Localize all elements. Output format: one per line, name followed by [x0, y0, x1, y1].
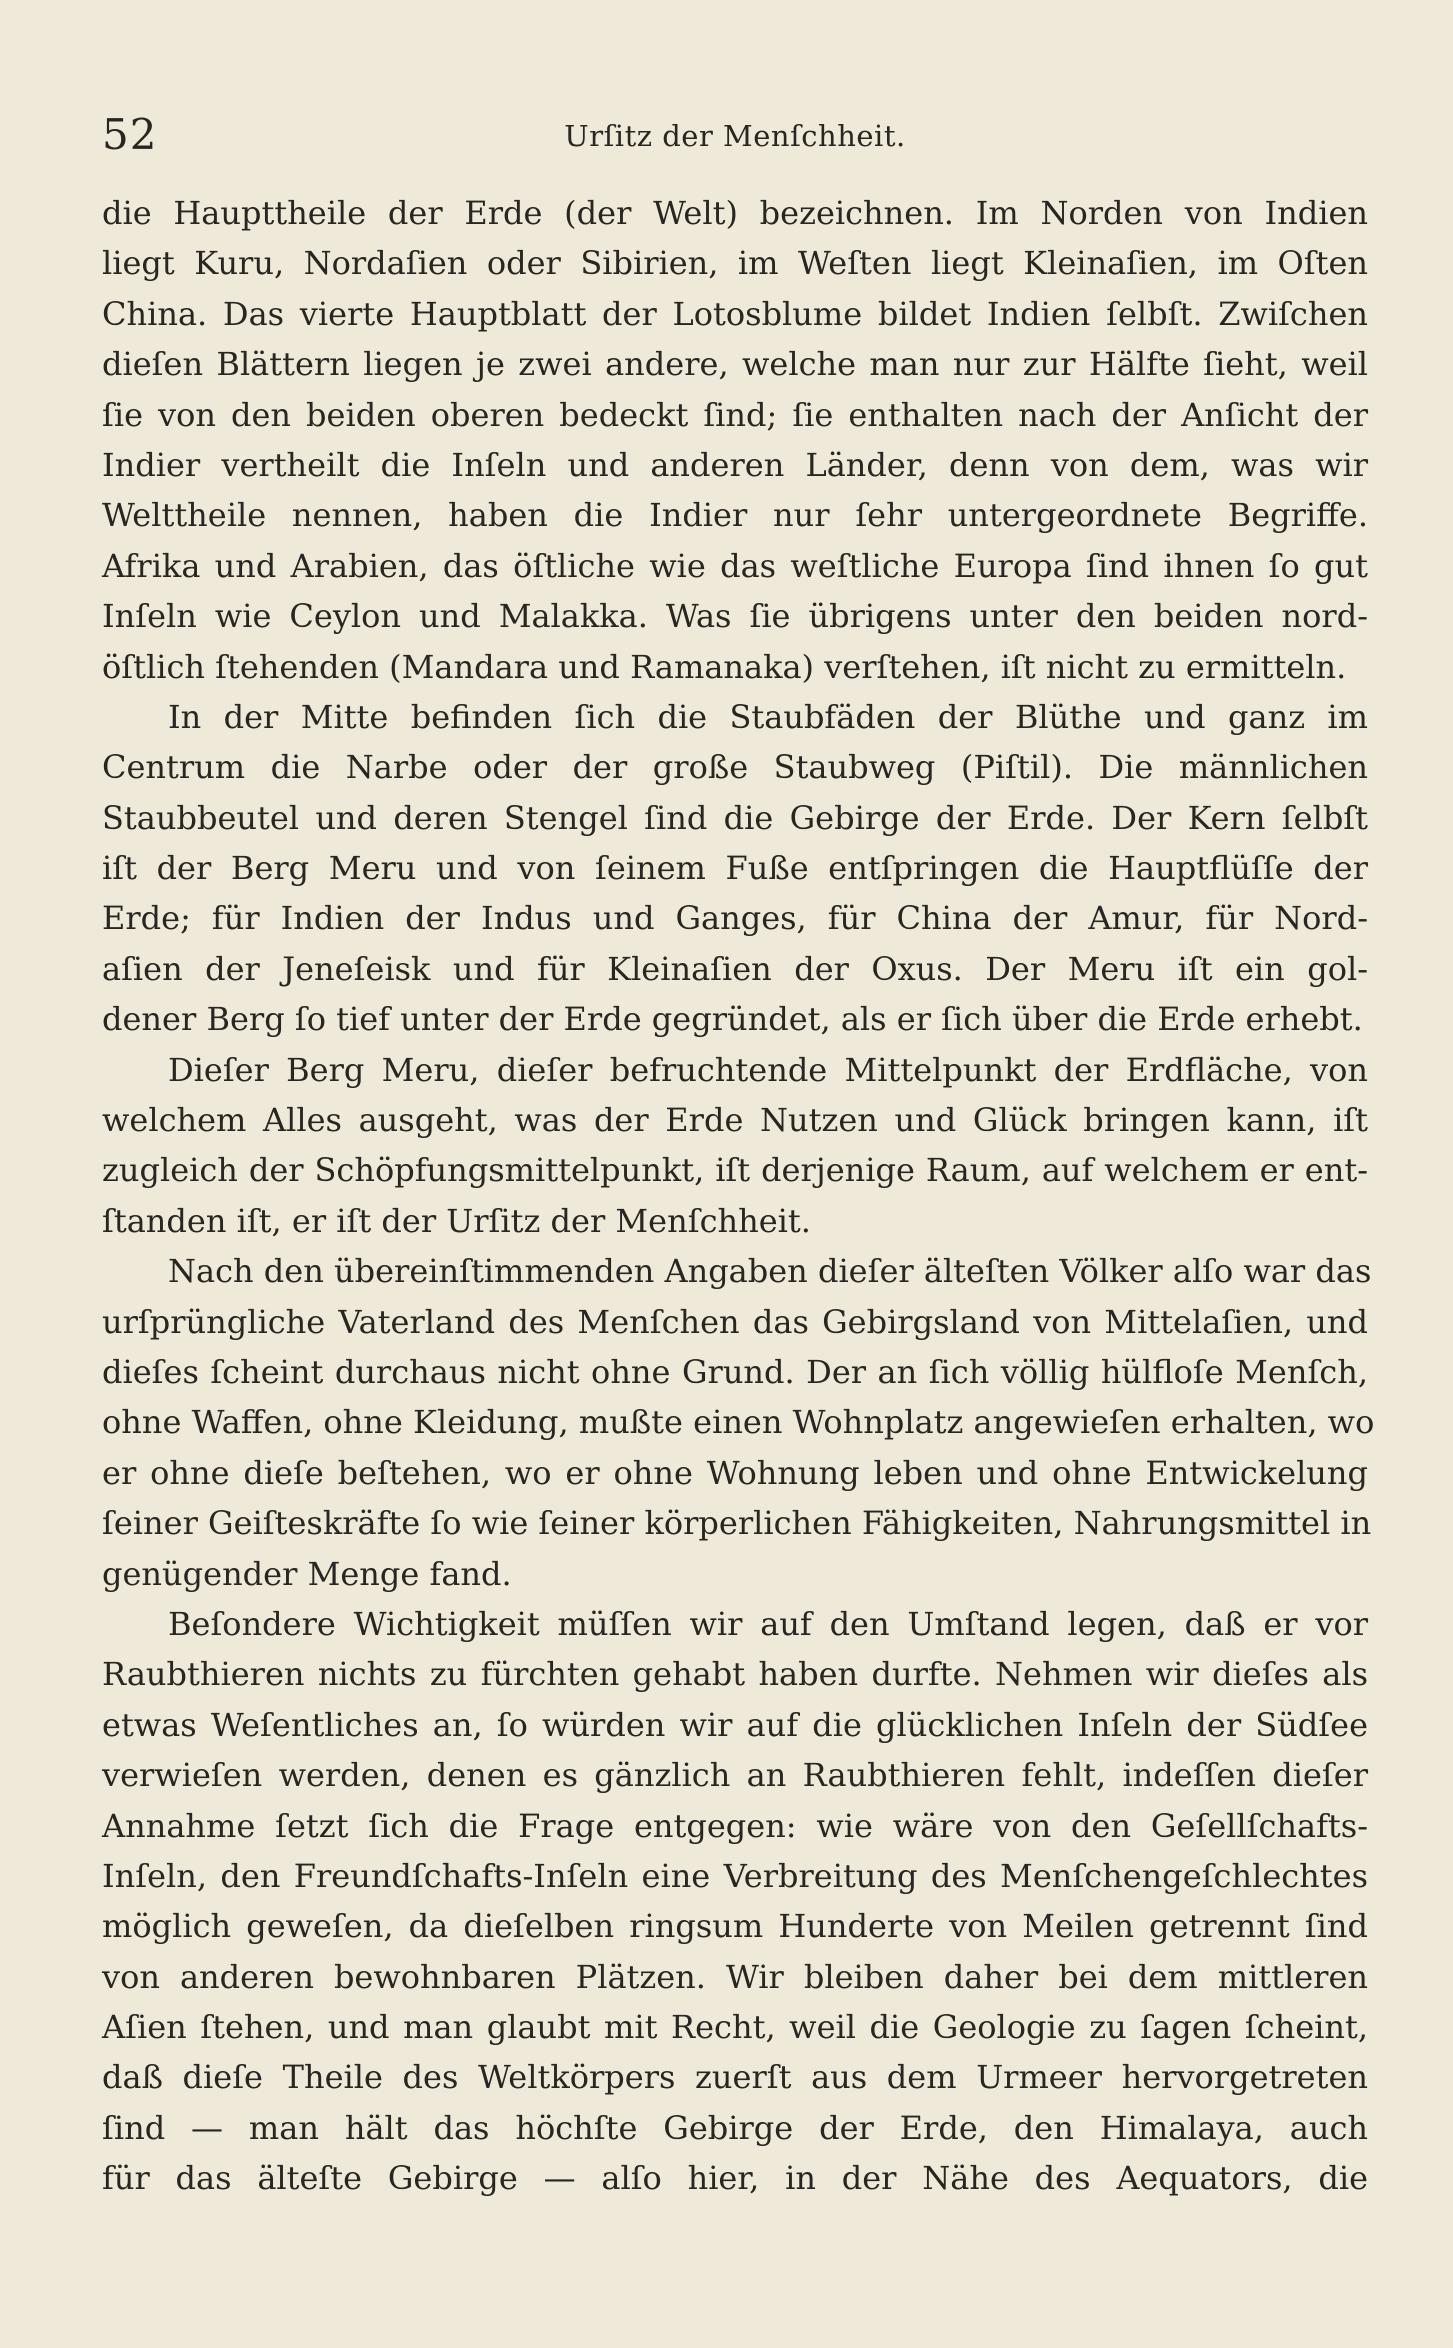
text-line: Staubbeutel und deren Stengel ſind die Gebirge der Erde. Der Kern ſelbſt	[102, 798, 1368, 837]
text-line: ſeiner Geiſteskräfte ſo wie ſeiner körperlichen Fähigkeiten, Nahrungsmittel in	[102, 1504, 1372, 1543]
text-line: Indier vertheilt die Inſeln und anderen Länder, denn von dem, was wir	[102, 445, 1368, 484]
text-line: für das älteſte Gebirge — alſo hier, in der Nähe des Aequators, die	[102, 2159, 1368, 2198]
running-title: Urſitz der Menſchheit.	[564, 119, 906, 153]
text-line: möglich geweſen, da dieſelben ringsum Hunderte von Meilen getrennt ſind	[102, 1907, 1368, 1946]
text-line: iſt der Berg Meru und von ſeinem Fuße entſpringen die Hauptflüſſe der	[102, 849, 1368, 888]
text-line: er ohne dieſe beſtehen, wo er ohne Wohnung leben und ohne Entwickelung	[102, 1453, 1368, 1492]
text-line: verwieſen werden, denen es gänzlich an Raubthieren fehlt, indeſſen dieſer	[102, 1756, 1368, 1795]
text-line: ſind — man hält das höchſte Gebirge der Erde, den Himalaya, auch	[102, 2108, 1368, 2147]
body-text	[102, 188, 1375, 2204]
text-line: ſie von den beiden oberen bedeckt ſind; ſie enthalten nach der Anſicht der	[102, 395, 1368, 434]
text-line: Welttheile nennen, haben die Indier nur ſehr untergeordnete Begriffe.	[102, 496, 1368, 535]
text-line: Aſien ſtehen, und man glaubt mit Recht, weil die Geologie zu ſagen ſcheint,	[102, 2008, 1368, 2047]
text-line: Inſeln, den Freundſchafts-Inſeln eine Verbreitung des Menſchengeſchlechtes	[102, 1856, 1368, 1895]
text-line: daß dieſe Theile des Weltkörpers zuerſt aus dem Urmeer hervorgetreten	[102, 2058, 1368, 2097]
text-line: liegt Kuru, Nordaſien oder Sibirien, im Weſten liegt Kleinaſien, im Oſten	[102, 244, 1368, 283]
text-line: ohne Waffen, ohne Kleidung, mußte einen Wohnplatz angewieſen erhalten, wo	[102, 1403, 1375, 1442]
text-line: die Haupttheile der Erde (der Welt) bezeichnen. Im Norden von Indien	[102, 194, 1368, 232]
text-line: Afrika und Arabien, das öſtliche wie das weſtliche Europa ſind ihnen ſo gut	[102, 546, 1368, 585]
paragraph-first-line: Dieſer Berg Meru, dieſer befruchtende Mittelpunkt der Erdfläche, von	[168, 1050, 1368, 1089]
text-line: urſprüngliche Vaterland des Menſchen das Gebirgsland von Mittelaſien, und	[102, 1302, 1368, 1341]
text-line: dener Berg ſo tief unter der Erde gegründet, als er ſich über die Erde erhebt.	[102, 1000, 1363, 1039]
paragraph-first-line: In der Mitte befinden ſich die Staubfäden der Blüthe und ganz im	[168, 697, 1368, 736]
paragraph-first-line: Nach den übereinſtimmenden Angaben dieſer älteſten Völker alſo war das	[168, 1252, 1372, 1291]
page-header	[102, 108, 1368, 162]
text-line: ſtanden iſt, er iſt der Urſitz der Menſchheit.	[102, 1201, 811, 1240]
text-line: von anderen bewohnbaren Plätzen. Wir bleiben daher bei dem mittleren	[102, 1957, 1368, 1996]
text-line: öſtlich ſtehenden (Mandara und Ramanaka) verſtehen, iſt nicht zu ermitteln.	[102, 647, 1347, 686]
text-line: dieſen Blättern liegen je zwei andere, welche man nur zur Hälfte ſieht, weil	[102, 345, 1368, 384]
text-line: zugleich der Schöpfungsmittelpunkt, iſt derjenige Raum, auf welchem er ent-	[102, 1151, 1368, 1190]
text-line: China. Das vierte Hauptblatt der Lotosblume bildet Indien ſelbſt. Zwiſchen	[102, 294, 1368, 333]
text-line: Centrum die Narbe oder der große Staubweg (Piſtil). Die männlichen	[102, 748, 1368, 787]
text-line: Annahme ſetzt ſich die Frage entgegen: wie wäre von den Geſellſchafts-	[102, 1806, 1368, 1845]
text-line: welchem Alles ausgeht, was der Erde Nutzen und Glück bringen kann, iſt	[102, 1101, 1368, 1140]
text-line: dieſes ſcheint durchaus nicht ohne Grund. Der an ſich völlig hülfloſe Menſch,	[102, 1352, 1368, 1391]
text-line: Inſeln wie Ceylon und Malakka. Was ſie übrigens unter den beiden nord-	[102, 597, 1368, 636]
text-line: aſien der Jeneſeisk und für Kleinaſien der Oxus. Der Meru iſt ein gol-	[102, 949, 1368, 988]
text-line: Raubthieren nichts zu fürchten gehabt haben durfte. Nehmen wir dieſes als	[102, 1655, 1368, 1694]
page-number: 52	[102, 110, 158, 159]
text-line: genügender Menge fand.	[102, 1554, 512, 1593]
text-line: etwas Weſentliches an, ſo würden wir auf die glücklichen Inſeln der Südſee	[102, 1705, 1368, 1744]
paragraph-first-line: Beſondere Wichtigkeit müſſen wir auf den Umſtand legen, daß er vor	[168, 1604, 1368, 1643]
text-line: Erde; für Indien der Indus und Ganges, für China der Amur, für Nord-	[102, 899, 1368, 938]
